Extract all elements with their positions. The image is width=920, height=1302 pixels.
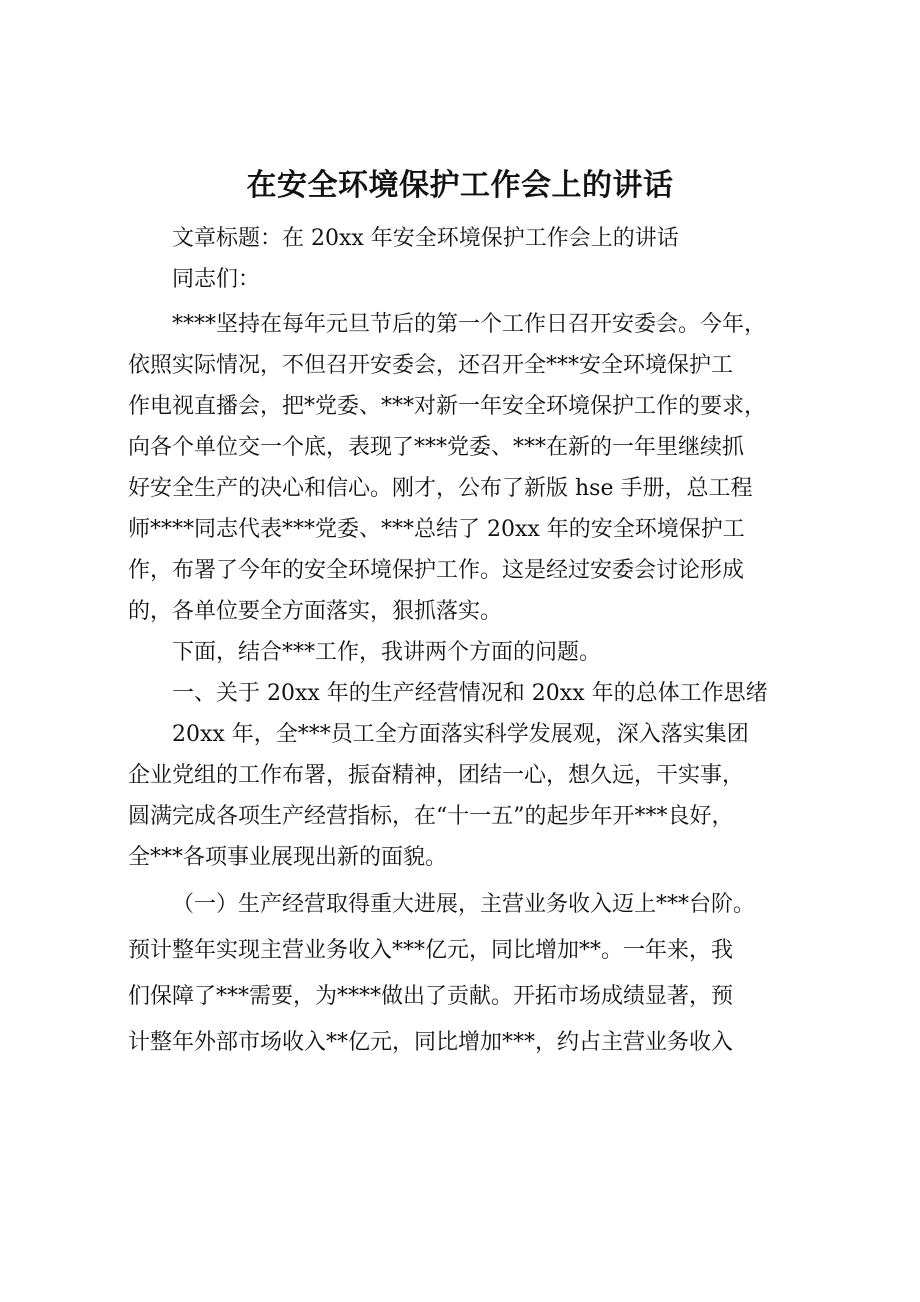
text-line: 全***各项事业展现出新的面貌。 (128, 845, 448, 870)
text-line: 预计整年实现主营业务收入***亿元，同比增加**。一年来，我 (128, 938, 734, 963)
text-line: 作，布署了今年的安全环境保护工作。这是经过安委会讨论形成 (128, 558, 745, 583)
text-line: 下面，结合***工作，我讲两个方面的问题。 (172, 640, 602, 665)
body-paragraph (128, 304, 828, 632)
body-paragraph (128, 882, 828, 1066)
text-line: 好安全生产的决心和信心。刚才，公布了新版 hse 手册，总工程 (128, 476, 753, 501)
section-heading (128, 673, 828, 714)
body-paragraph (128, 714, 828, 878)
text-line: 一、关于 20xx 年的生产经营情况和 20xx 年的总体工作思绪 (172, 681, 768, 706)
text-line: 同志们： (172, 267, 261, 292)
text-line: 师****同志代表***党委、***总结了 20xx 年的安全环境保护工 (128, 517, 745, 542)
text-line: ****坚持在每年元旦节后的第一个工作日召开安委会。今年， (172, 312, 767, 337)
text-line: （一）生产经营取得重大进展，主营业务收入迈上***台阶。 (172, 892, 756, 917)
document-body (128, 218, 828, 1066)
text-line: 的，各单位要全方面落实，狠抓落实。 (128, 599, 503, 624)
body-paragraph (128, 632, 828, 673)
text-line: 企业党组的工作布署，振奋精神，团结一心，想久远，干实事， (128, 763, 745, 788)
text-line: 作电视直播会，把*党委、***对新一年安全环境保护工作的要求， (128, 394, 767, 419)
salutation-paragraph (128, 259, 828, 300)
text-line: 圆满完成各项生产经营指标，在“十一五”的起步年开***良好， (128, 804, 734, 829)
text-line: 20xx 年，全***员工全方面落实科学发展观，深入落实集团 (172, 722, 749, 747)
text-line: 依照实际情况，不但召开安委会，还召开全***安全环境保护工 (128, 353, 734, 378)
text-line: 向各个单位交一个底，表现了***党委、***在新的一年里继续抓 (128, 435, 745, 460)
text-line: 们保障了***需要，为****做出了贡献。开拓市场成绩显著，预 (128, 984, 734, 1009)
text-line: 文章标题：在 20xx 年安全环境保护工作会上的讲话 (172, 226, 679, 251)
document-title: 在安全环境保护工作会上的讲话 (246, 168, 674, 203)
article-heading-paragraph (128, 218, 828, 259)
text-line: 计整年外部市场收入**亿元，同比增加***，约占主营业务收入 (128, 1030, 734, 1055)
